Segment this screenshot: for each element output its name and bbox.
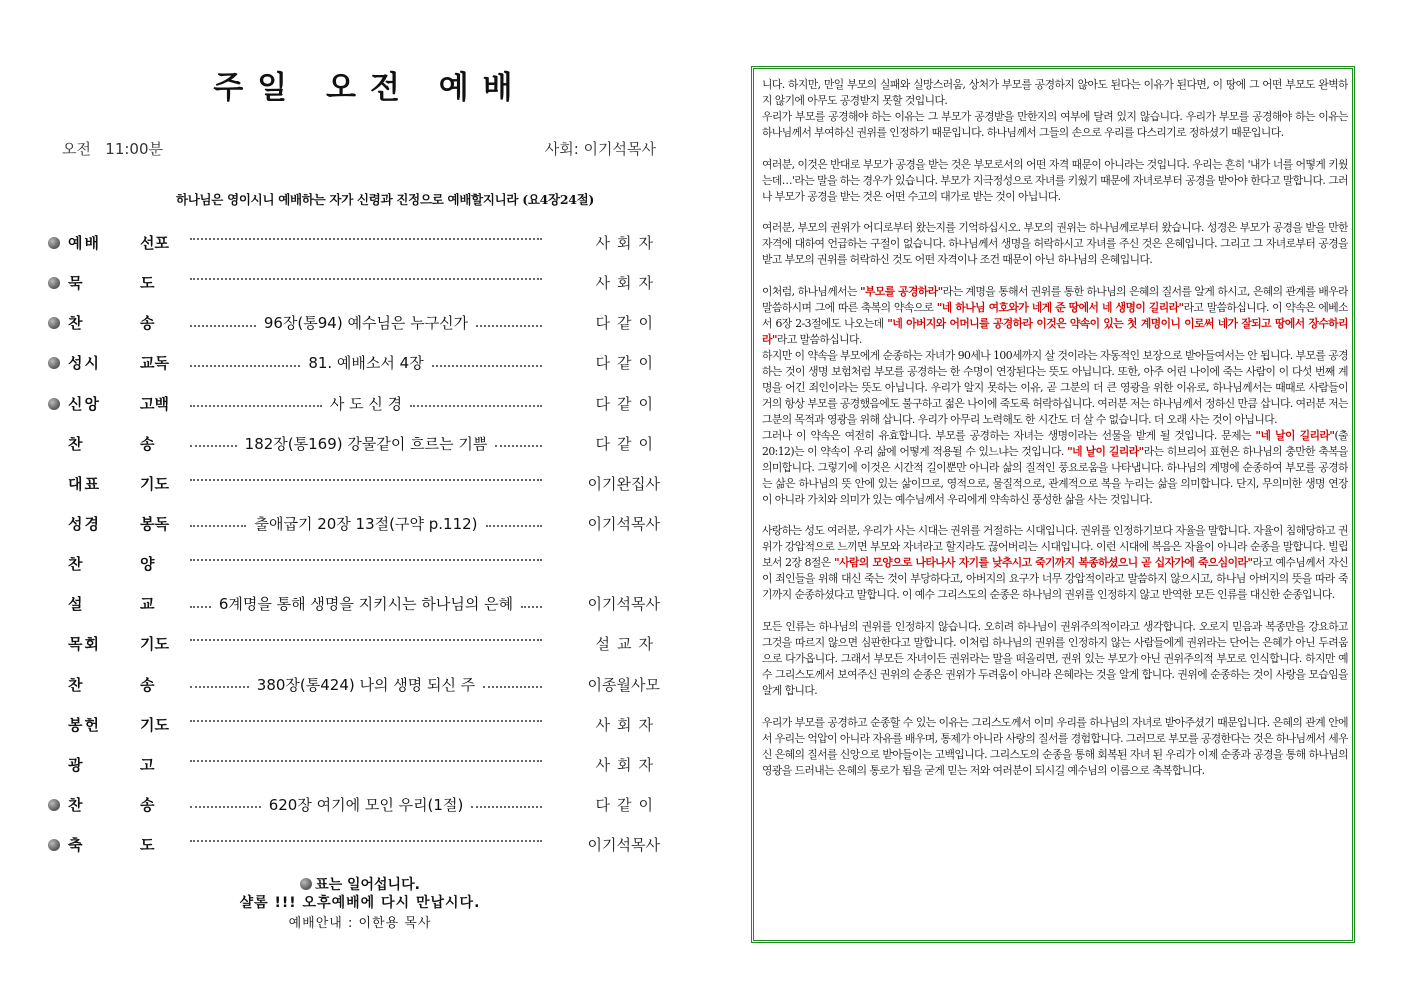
order-item: 620장 여기에 모인 우리(1절): [268, 795, 464, 814]
sermon-text: [762, 77, 1348, 937]
order-leader: 사회자: [595, 715, 660, 734]
order-row: [44, 744, 664, 784]
order-row: [44, 623, 664, 663]
dot-leader: [476, 323, 542, 327]
order-leader: 이기석목사: [587, 595, 660, 614]
order-row: [44, 824, 664, 864]
dot-leader: [190, 323, 256, 327]
highlight-quote: "네 날이 길리라": [1067, 444, 1144, 458]
dot-leader: [495, 443, 542, 447]
highlight-quote: "네 하나님 여호와가 네게 준 땅에서 네 생명이 길리라": [936, 301, 1184, 315]
order-item-line: [190, 312, 542, 333]
sermon-paragraph: 사랑하는 성도 여러분, 우리가 사는 시대는 권위를 거절하는 시대입니다. 권위를 인정하기보다 자율을 말합니다. 자율이 침해당하고 권위가 강압적으로 느끼면 부모와 자녀라고 할지라도 끊어버리는 시대입니다. 이런 시대에 복음은 자율이 아니라 순종을 말합니다. 빌립보서 2장 8절은 "사람의 모양으로 나타나사 자기를 낮추시고 죽기까지 복종하셨으니 곧 십자가에 죽으심이라"라고 예수님께서 자신이 죄인들을 위해 대신 죽는 것이 부당하다고, 아버지의 요구가 너무 강압적이라고 말씀하지 않으시고, 하나님 아버지의 뜻을 따라 죽기까지 순종하셨다고 말합니다. 이 예수 그리스도의 순종은 하나님의 권위를 인정하지 않고 반역한 모든 인류를 대신한 순종입니다.: [762, 524, 1348, 602]
order-name-part2: 기도: [140, 715, 169, 734]
order-name-part1: 찬: [68, 555, 85, 574]
order-item: 96장(통94) 예수님은 누구신가: [263, 314, 469, 333]
order-name-part2: 송: [140, 314, 155, 333]
order-name-part1: 성시: [68, 354, 101, 373]
order-name-part1: 축: [68, 836, 85, 855]
order-name-part1: 찬: [68, 795, 85, 814]
sermon-paragraph: 우리가 부모를 공경해야 하는 이유는 그 부모가 공경받을 만한지의 여부에 달려 있지 않습니다. 우리가 부모를 공경해야 하는 이유는 하나님께서 부여하신 권위를 인정하기 때문입니다. 하나님께서 그들의 손으로 우리를 다스리기로 정하셨기 때문입니다.: [762, 109, 1348, 139]
order-leader: 이종월사모: [587, 675, 660, 694]
order-item: 사 도 신 경: [329, 394, 403, 413]
order-item: 81. 예배소서 4장: [308, 354, 424, 373]
order-name-part1: 묵: [68, 274, 85, 293]
sermon-paragraph: 니다. 하지만, 만일 부모의 실패와 실망스러움, 상처가 부모를 공경하지 않아도 된다는 이유가 된다면, 이 땅에 그 어떤 부모도 완벽하지 않기에 아무도 공경받지 못할 것입니다.: [762, 78, 1348, 107]
order-name-part1: 대표: [68, 474, 101, 493]
order-item-line: [190, 834, 542, 842]
order-row: [44, 543, 664, 583]
farewell-note: 샬롬 !!! 오후예배에 다시 만납시다.: [239, 895, 481, 911]
dot-leader: [190, 838, 542, 842]
highlight-quote: "사람의 모양으로 나타나사 자기를 낮추시고 죽기까지 복종하셨으니 곧 십자가에 죽으심이라": [834, 556, 1253, 570]
sermon-paragraph: 우리가 부모를 공경하고 순종할 수 있는 이유는 그리스도께서 이미 우리를 하나님의 자녀로 받아주셨기 때문입니다. 은혜의 관계 안에서 우리는 억압이 아니라 자유를 배우며, 통제가 아니라 사랑의 질서를 경험합니다. 그러므로 부모를 공경한다는 것은 하나님께서 세우신 은혜의 질서를 신앙으로 받아들이는 고백입니다. 그리스도의 순종을 통해 회복된 자녀 된 우리가 이제 순종과 공경을 통해 하나님의 영광을 드러내는 은혜의 통로가 됨을 굳게 믿는 저와 여러분이 되시길 예수님의 이름으로 축복합니다.: [762, 715, 1348, 777]
sermon-paragraph: 그러나 이 약속은 여전히 유효합니다. 부모를 공경하는 자녀는 생명이라는 선물을 받게 될 것입니다. 문제는 "네 날이 길리라"(출20:12)는 이 약속이 우리 삶에 어떻게 적용될 수 있느냐는 것입니다. "네 날이 길리라"라는 히브리어 표현은 하나님의 충만한 축복을 의미합니다. 그렇기에 이것은 시간적 길이뿐만 아니라 삶의 질적인 풍요로움을 나타냅니다. 하나님의 계명에 순종하여 부모를 공경하는 삶은 하나님의 뜻 안에 있는 삶이므로, 영적으로, 물질적으로, 관계적으로 복을 누리는 삶을 의미합니다. 단지, 무의미한 생명 연장이 아니라 가치와 의미가 있는 예수님께서 우리에게 약속하신 풍성한 삶을 사는 것입니다.: [762, 428, 1348, 506]
dot-leader: [410, 403, 542, 407]
dot-leader: [190, 276, 542, 280]
dot-leader: [190, 403, 322, 407]
dot-leader: [190, 684, 249, 688]
dot-leader: [471, 804, 542, 808]
order-row: [44, 222, 664, 262]
bullet-icon: [48, 317, 60, 329]
order-leader: 사회자: [595, 755, 660, 774]
order-item-line: [190, 794, 542, 815]
bulletin-left-page: [0, 0, 700, 992]
order-row: [44, 784, 664, 824]
highlight-quote: "네 아버지와 어머니를 공경하라 이것은 약속이 있는 첫 계명이니 이로써 네가 잘되고 땅에서 장수하리라": [762, 317, 1348, 347]
dot-leader: [190, 557, 542, 561]
order-row: [44, 423, 664, 463]
bullet-icon: [48, 277, 60, 289]
order-item-line: [190, 714, 542, 722]
order-name-part1: 광: [68, 755, 85, 774]
order-row: [44, 302, 664, 342]
dot-leader: [190, 604, 211, 608]
order-item-line: [190, 393, 542, 414]
sermon-paragraph: 여러분, 이것은 반대로 부모가 공경을 받는 것은 부모로서의 어떤 자격 때문이 아니라는 것입니다. 우리는 흔히 '내가 너를 어떻게 키웠는데…'라는 말을 하는 경우가 있습니다. 부모가 지극정성으로 자녀를 키웠기 때문에 자녀로부터 공경을 받아야 한다고 말합니다. 그러나 부모가 공경을 받는 것은 어떤 수고의 대가로 받는 것이 아닙니다.: [762, 157, 1348, 203]
order-leader: 이기완집사: [587, 474, 660, 493]
dot-leader: [190, 363, 300, 367]
order-leader: 다같이: [595, 354, 660, 373]
order-name-part1: 예배: [68, 234, 101, 252]
order-name-part2: 양: [140, 555, 155, 574]
order-name-part2: 선포: [140, 234, 169, 252]
dot-leader: [190, 236, 542, 240]
standing-note-text: 표는 일어섭니다.: [315, 877, 420, 893]
order-item-line: [190, 633, 542, 641]
order-leader: 사회자: [595, 234, 660, 252]
standing-note: [0, 874, 720, 894]
dot-leader: [190, 523, 246, 527]
order-name-part1: 찬: [68, 434, 85, 453]
order-row: [44, 262, 664, 302]
order-leader: 이기석목사: [587, 836, 660, 855]
order-item-line: [190, 272, 542, 280]
service-time: 오전 11:00분: [62, 140, 164, 158]
order-row: [44, 383, 664, 423]
order-item-line: [190, 513, 542, 534]
order-item-line: [190, 352, 542, 373]
dot-leader: [190, 443, 237, 447]
bullet-icon: [48, 357, 60, 369]
order-name-part2: 기도: [140, 474, 169, 493]
order-leader: 다같이: [595, 314, 660, 333]
dot-leader: [190, 758, 542, 762]
bullet-icon: [48, 839, 60, 851]
highlight-quote: "네 날이 길리라": [1255, 428, 1335, 442]
dot-leader: [486, 523, 542, 527]
dot-leader: [190, 637, 542, 641]
dot-leader: [521, 604, 542, 608]
order-row: [44, 704, 664, 744]
order-of-worship: [44, 222, 664, 864]
bullet-icon: [300, 878, 312, 890]
order-name-part2: 송: [140, 675, 155, 694]
order-row: [44, 583, 664, 623]
order-item: 380장(통424) 나의 생명 되신 주: [256, 675, 476, 694]
worship-guide: 예배안내 : 이한용 목사: [288, 916, 432, 931]
page-title: 주일 오전 예배: [213, 70, 527, 106]
order-leader: 이기석목사: [587, 514, 660, 533]
order-leader: 설교자: [595, 635, 660, 654]
order-leader: 사회자: [595, 274, 660, 293]
dot-leader: [190, 477, 542, 481]
order-item: 182장(통169) 강물같이 흐르는 기쁨: [244, 434, 488, 453]
order-name-part2: 교독: [140, 354, 169, 373]
order-leader: 다같이: [595, 795, 660, 814]
order-leader: 다같이: [595, 434, 660, 453]
order-item: 출애굽기 20장 13절(구약 p.112): [254, 514, 478, 533]
order-name-part2: 교: [140, 595, 155, 614]
order-row: [44, 664, 664, 704]
order-item: 6계명을 통해 생명을 지키시는 하나님의 은혜: [218, 595, 514, 614]
order-item-line: [190, 593, 542, 614]
order-name-part2: 도: [140, 274, 155, 293]
verse-line: 하나님은 영이시니 예배하는 자가 신령과 진정으로 예배할지니라 (요4장24절): [175, 192, 595, 207]
order-name-part1: 목회: [68, 635, 101, 654]
order-item-line: [190, 674, 542, 695]
dot-leader: [190, 804, 261, 808]
order-row: [44, 503, 664, 543]
order-name-part1: 봉헌: [68, 715, 101, 734]
order-name-part1: 성경: [68, 514, 101, 533]
order-name-part1: 설: [68, 595, 85, 614]
dot-leader: [483, 684, 542, 688]
order-item-line: [190, 473, 542, 481]
sermon-paragraph: 여러분, 부모의 권위가 어디로부터 왔는지를 기억하십시오. 부모의 권위는 하나님께로부터 왔습니다. 성경은 부모가 공경을 받을 만한 자격에 대하여 언급하는 구절이 없습니다. 하나님께서 생명을 허락하시고 자녀를 주신 것은 은혜입니다. 그리고 그 자녀로부터 공경을 받고 부모의 권위를 허락하신 것도 어떤 자격이나 조건 때문이 아닌 하나님의 은혜입니다.: [762, 221, 1348, 267]
order-name-part1: 신앙: [68, 394, 101, 413]
order-name-part2: 기도: [140, 635, 169, 654]
order-item-line: [190, 553, 542, 561]
order-name-part2: 송: [140, 795, 155, 814]
order-name-part1: 찬: [68, 314, 85, 333]
service-host: 사회: 이기석목사: [544, 140, 656, 158]
order-row: [44, 463, 664, 503]
order-name-part1: 찬: [68, 675, 85, 694]
order-item-line: [190, 232, 542, 240]
order-leader: 다같이: [595, 394, 660, 413]
order-item-line: [190, 433, 542, 454]
dot-leader: [432, 363, 542, 367]
dot-leader: [190, 718, 542, 722]
sermon-paragraph: 모든 인류는 하나님의 권위를 인정하지 않습니다. 오히려 하나님이 권위주의적이라고 생각합니다. 오로지 믿음과 복종만을 강요하고 그것을 따르지 않으면 심판한다고 말합니다. 이처럼 하나님의 권위를 인정하지 않는 사람들에게 권위라는 단어는 은혜가 아닌 두려움으로 다가옵니다. 그래서 부모든 자녀이든 권위라는 말을 떠올리면, 권위 있는 부모가 아닌 권위주의적 부모로 인식합니다. 하지만 예수 그리스도께서 보여주신 권위의 순종은 권위가 두려움이 아니라 은혜라는 것을 알게 합니다. 권위에 순종하는 것이 사랑을 모습임을 알게 합니다.: [762, 620, 1348, 697]
order-row: [44, 342, 664, 382]
order-name-part2: 도: [140, 836, 155, 855]
sermon-paragraph: 이처럼, 하나님께서는 "부모를 공경하라"라는 계명을 통해서 권위를 통한 하나님의 은혜의 질서를 알게 하시고, 은혜의 관계를 배우라 말씀하시며 그에 따른 축복의 약속으로 "네 하나님 여호와가 네게 준 땅에서 네 생명이 길리라"라고 말씀하십니다. 이 약속은 에베소서 6장 2-3절에도 나오는데 "네 아버지와 어머니를 공경하라 이것은 약속이 있는 첫 계명이니 이로써 네가 잘되고 땅에서 장수하리라"라고 말씀하십니다.: [762, 285, 1348, 347]
order-name-part2: 고: [140, 755, 155, 774]
order-name-part2: 봉독: [140, 514, 169, 533]
order-name-part2: 송: [140, 434, 155, 453]
bullet-icon: [48, 799, 60, 811]
order-item-line: [190, 754, 542, 762]
highlight-quote: "부모를 공경하라": [859, 285, 943, 299]
bullet-icon: [48, 237, 60, 249]
order-name-part2: 고백: [140, 394, 169, 413]
bullet-icon: [48, 398, 60, 410]
sermon-paragraph: 하지만 이 약속을 부모에게 순종하는 자녀가 90세나 100세까지 살 것이라는 자동적인 보장으로 받아들여서는 안 됩니다. 부모를 공경하는 것이 생명 보험처럼 부모를 공경하는 한 수명이 연장된다는 뜻도 아닙니다. 또한, 아주 어린 나이에 죽는 사람이 이 다섯 번째 계명을 어긴 죄인이라는 뜻도 아닙니다. 우리가 알지 못하는 이유, 곧 그분의 더 큰 영광을 위한 이유로, 하나님께서는 때때로 사람들이 거의 항상 부모를 공경했음에도 불구하고 젊은 나이에 죽도록 허락하십니다. 여러분 저는 하나님께서 정하신 만큼 삽니다. 여러분 저는 그분의 목적과 영광을 위해 삽니다. 우리가 아무리 노력해도 한 시간도 더 살 수 없습니다. 더 오래 사는 것이 아닙니다.: [762, 349, 1348, 426]
sermon-panel: [751, 66, 1355, 943]
